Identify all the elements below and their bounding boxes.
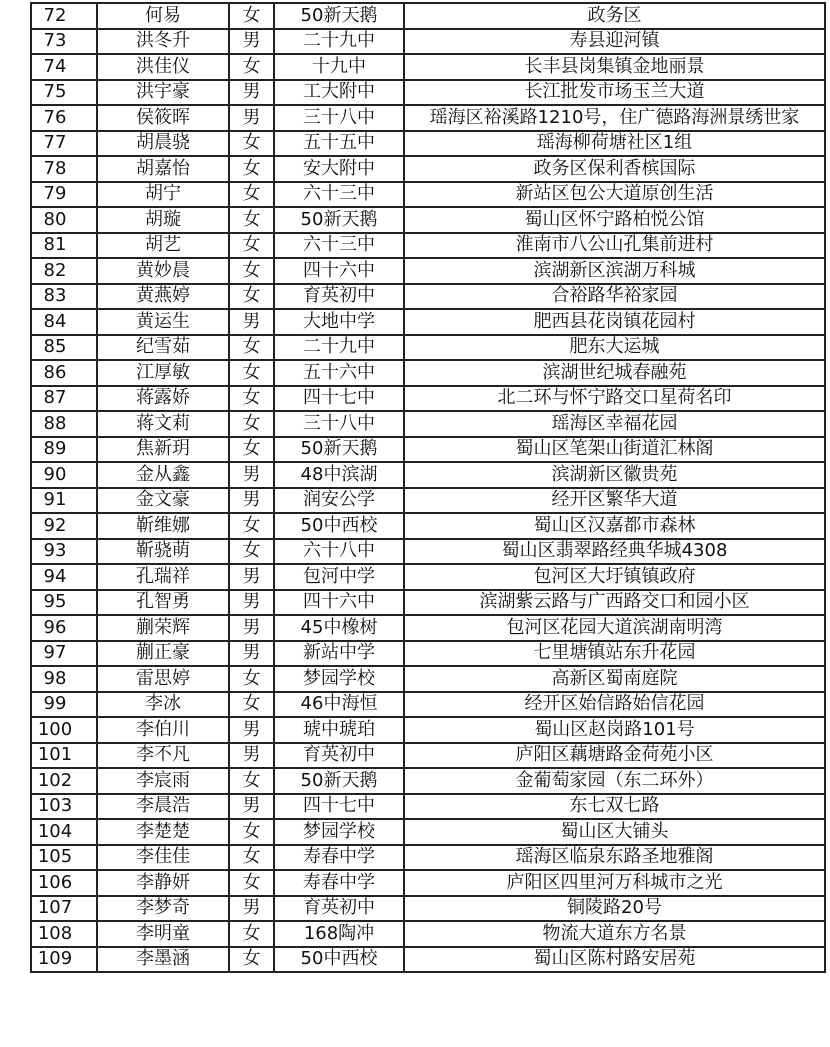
student-name: 孔智勇: [97, 590, 229, 616]
row-number: 108: [31, 921, 97, 947]
student-school: 五十六中: [274, 360, 404, 386]
student-gender: 男: [229, 488, 274, 514]
student-school: 六十八中: [274, 539, 404, 565]
student-address: 包河区大圩镇镇政府: [404, 564, 825, 590]
student-school: 四十六中: [274, 258, 404, 284]
table-row: [31, 360, 825, 386]
table-row: [31, 182, 825, 208]
roster-body: [31, 3, 825, 972]
student-name: 李宸雨: [97, 768, 229, 794]
table-row: [31, 947, 825, 973]
row-number: 78: [31, 156, 97, 182]
row-number: 99: [31, 692, 97, 718]
student-gender: 女: [229, 437, 274, 463]
row-number: 83: [31, 284, 97, 310]
student-gender: 男: [229, 105, 274, 131]
student-school: 包河中学: [274, 564, 404, 590]
student-name: 蒋文莉: [97, 411, 229, 437]
student-address: 蜀山区翡翠路经典华城4308: [404, 539, 825, 565]
student-name: 胡璇: [97, 207, 229, 233]
student-school: 四十七中: [274, 386, 404, 412]
table-row: [31, 54, 825, 80]
row-number: 81: [31, 233, 97, 259]
table-row: [31, 743, 825, 769]
table-row: [31, 29, 825, 55]
row-number: 89: [31, 437, 97, 463]
row-number: 92: [31, 513, 97, 539]
student-school: 三十八中: [274, 411, 404, 437]
student-school: 寿春中学: [274, 845, 404, 871]
table-row: [31, 284, 825, 310]
student-name: 靳维娜: [97, 513, 229, 539]
student-address: 淮南市八公山孔集前进村: [404, 233, 825, 259]
student-school: 168陶冲: [274, 921, 404, 947]
row-number: 76: [31, 105, 97, 131]
student-gender: 女: [229, 845, 274, 871]
student-school: 48中滨湖: [274, 462, 404, 488]
student-school: 育英初中: [274, 284, 404, 310]
student-name: 何易: [97, 3, 229, 29]
student-address: 蜀山区陈村路安居苑: [404, 947, 825, 973]
student-school: 大地中学: [274, 309, 404, 335]
row-number: 97: [31, 641, 97, 667]
student-address: 瑶海区幸福花园: [404, 411, 825, 437]
table-row: [31, 80, 825, 106]
student-name: 雷思婷: [97, 666, 229, 692]
student-gender: 女: [229, 666, 274, 692]
student-school: 育英初中: [274, 743, 404, 769]
student-name: 蒯正豪: [97, 641, 229, 667]
student-name: 江厚敏: [97, 360, 229, 386]
student-name: 李不凡: [97, 743, 229, 769]
row-number: 90: [31, 462, 97, 488]
row-number: 101: [31, 743, 97, 769]
student-gender: 女: [229, 692, 274, 718]
student-school: 工大附中: [274, 80, 404, 106]
student-school: 50新天鹅: [274, 207, 404, 233]
row-number: 84: [31, 309, 97, 335]
row-number: 109: [31, 947, 97, 973]
student-gender: 男: [229, 794, 274, 820]
student-gender: 女: [229, 768, 274, 794]
row-number: 85: [31, 335, 97, 361]
student-name: 李晨浩: [97, 794, 229, 820]
student-address: 蜀山区怀宁路柏悦公馆: [404, 207, 825, 233]
student-address: 滨湖紫云路与广西路交口和园小区: [404, 590, 825, 616]
student-name: 焦新玥: [97, 437, 229, 463]
student-gender: 女: [229, 54, 274, 80]
table-row: [31, 768, 825, 794]
table-row: [31, 794, 825, 820]
student-address: 物流大道东方名景: [404, 921, 825, 947]
student-gender: 男: [229, 564, 274, 590]
table-row: [31, 233, 825, 259]
student-address: 庐阳区四里河万科城市之光: [404, 870, 825, 896]
student-address: 包河区花园大道滨湖南明湾: [404, 615, 825, 641]
student-name: 李佳佳: [97, 845, 229, 871]
table-row: [31, 692, 825, 718]
student-name: 洪冬升: [97, 29, 229, 55]
student-name: 纪雪茹: [97, 335, 229, 361]
table-row: [31, 156, 825, 182]
student-address: 蜀山区汉嘉都市森林: [404, 513, 825, 539]
student-name: 李梦奇: [97, 896, 229, 922]
student-school: 梦园学校: [274, 819, 404, 845]
student-gender: 女: [229, 284, 274, 310]
student-name: 胡艺: [97, 233, 229, 259]
student-name: 李伯川: [97, 717, 229, 743]
student-school: 46中海恒: [274, 692, 404, 718]
row-number: 74: [31, 54, 97, 80]
student-name: 黄燕婷: [97, 284, 229, 310]
student-school: 50中西校: [274, 947, 404, 973]
student-roster-table: [30, 2, 826, 973]
student-address: 长江批发市场玉兰大道: [404, 80, 825, 106]
table-row: [31, 641, 825, 667]
student-gender: 男: [229, 309, 274, 335]
student-school: 三十八中: [274, 105, 404, 131]
student-address: 经开区繁华大道: [404, 488, 825, 514]
row-number: 72: [31, 3, 97, 29]
student-school: 四十七中: [274, 794, 404, 820]
student-name: 金从鑫: [97, 462, 229, 488]
student-address: 肥东大运城: [404, 335, 825, 361]
student-school: 四十六中: [274, 590, 404, 616]
student-address: 长丰县岗集镇金地丽景: [404, 54, 825, 80]
student-address: 高新区蜀南庭院: [404, 666, 825, 692]
table-row: [31, 539, 825, 565]
student-school: 寿春中学: [274, 870, 404, 896]
student-name: 孔瑞祥: [97, 564, 229, 590]
student-school: 琥中琥珀: [274, 717, 404, 743]
student-gender: 女: [229, 947, 274, 973]
row-number: 86: [31, 360, 97, 386]
student-school: 育英初中: [274, 896, 404, 922]
table-row: [31, 3, 825, 29]
student-name: 李明童: [97, 921, 229, 947]
student-address: 政务区: [404, 3, 825, 29]
table-row: [31, 207, 825, 233]
row-number: 88: [31, 411, 97, 437]
row-number: 79: [31, 182, 97, 208]
row-number: 80: [31, 207, 97, 233]
student-name: 蒋露娇: [97, 386, 229, 412]
student-gender: 女: [229, 386, 274, 412]
student-gender: 男: [229, 590, 274, 616]
row-number: 95: [31, 590, 97, 616]
student-address: 七里塘镇站东升花园: [404, 641, 825, 667]
table-row: [31, 437, 825, 463]
student-gender: 女: [229, 539, 274, 565]
table-row: [31, 335, 825, 361]
student-gender: 女: [229, 131, 274, 157]
student-address: 寿县迎河镇: [404, 29, 825, 55]
student-school: 50中西校: [274, 513, 404, 539]
student-school: 二十九中: [274, 29, 404, 55]
table-row: [31, 462, 825, 488]
student-school: 二十九中: [274, 335, 404, 361]
table-row: [31, 615, 825, 641]
student-name: 蒯荣辉: [97, 615, 229, 641]
student-gender: 女: [229, 513, 274, 539]
table-row: [31, 896, 825, 922]
row-number: 107: [31, 896, 97, 922]
row-number: 94: [31, 564, 97, 590]
student-gender: 男: [229, 641, 274, 667]
row-number: 73: [31, 29, 97, 55]
student-address: 滨湖新区徽贵苑: [404, 462, 825, 488]
student-gender: 男: [229, 743, 274, 769]
student-address: 铜陵路20号: [404, 896, 825, 922]
student-name: 胡宁: [97, 182, 229, 208]
student-address: 蜀山区赵岗路101号: [404, 717, 825, 743]
student-address: 政务区保利香槟国际: [404, 156, 825, 182]
student-school: 十九中: [274, 54, 404, 80]
row-number: 106: [31, 870, 97, 896]
row-number: 82: [31, 258, 97, 284]
table-row: [31, 717, 825, 743]
student-address: 瑶海柳荷塘社区1组: [404, 131, 825, 157]
row-number: 87: [31, 386, 97, 412]
table-row: [31, 105, 825, 131]
student-name: 洪佳仪: [97, 54, 229, 80]
row-number: 105: [31, 845, 97, 871]
student-address: 新站区包公大道原创生活: [404, 182, 825, 208]
student-school: 50新天鹅: [274, 437, 404, 463]
student-address: 滨湖新区滨湖万科城: [404, 258, 825, 284]
student-school: 安大附中: [274, 156, 404, 182]
student-gender: 女: [229, 182, 274, 208]
student-gender: 女: [229, 360, 274, 386]
student-name: 胡晨骁: [97, 131, 229, 157]
table-row: [31, 411, 825, 437]
student-name: 靳骁萌: [97, 539, 229, 565]
table-row: [31, 870, 825, 896]
student-name: 李楚楚: [97, 819, 229, 845]
student-gender: 女: [229, 870, 274, 896]
student-school: 五十五中: [274, 131, 404, 157]
student-address: 金葡萄家园（东二环外）: [404, 768, 825, 794]
student-gender: 女: [229, 411, 274, 437]
student-address: 庐阳区藕塘路金荷苑小区: [404, 743, 825, 769]
row-number: 96: [31, 615, 97, 641]
student-school: 梦园学校: [274, 666, 404, 692]
table-row: [31, 513, 825, 539]
student-address: 北二环与怀宁路交口星荷名印: [404, 386, 825, 412]
table-row: [31, 666, 825, 692]
student-gender: 女: [229, 335, 274, 361]
student-address: 瑶海区裕溪路1210号，住广德路海洲景绣世家: [404, 105, 825, 131]
row-number: 91: [31, 488, 97, 514]
student-gender: 女: [229, 3, 274, 29]
student-gender: 女: [229, 819, 274, 845]
row-number: 98: [31, 666, 97, 692]
student-gender: 女: [229, 921, 274, 947]
table-row: [31, 564, 825, 590]
student-gender: 女: [229, 156, 274, 182]
student-gender: 男: [229, 462, 274, 488]
row-number: 102: [31, 768, 97, 794]
student-name: 黄运生: [97, 309, 229, 335]
student-gender: 男: [229, 717, 274, 743]
student-address: 滨湖世纪城春融苑: [404, 360, 825, 386]
student-school: 六十三中: [274, 233, 404, 259]
student-address: 经开区始信路始信花园: [404, 692, 825, 718]
student-address: 东七双七路: [404, 794, 825, 820]
table-row: [31, 845, 825, 871]
student-gender: 男: [229, 80, 274, 106]
row-number: 93: [31, 539, 97, 565]
student-name: 李冰: [97, 692, 229, 718]
student-address: 蜀山区笔架山街道汇林阁: [404, 437, 825, 463]
student-school: 50新天鹅: [274, 3, 404, 29]
student-address: 瑶海区临泉东路圣地雅阁: [404, 845, 825, 871]
student-school: 45中橡树: [274, 615, 404, 641]
table-row: [31, 488, 825, 514]
student-name: 李墨涵: [97, 947, 229, 973]
table-row: [31, 309, 825, 335]
student-gender: 女: [229, 258, 274, 284]
student-address: 合裕路华裕家园: [404, 284, 825, 310]
table-row: [31, 819, 825, 845]
student-school: 50新天鹅: [274, 768, 404, 794]
table-row: [31, 131, 825, 157]
student-gender: 男: [229, 896, 274, 922]
row-number: 77: [31, 131, 97, 157]
row-number: 103: [31, 794, 97, 820]
student-gender: 女: [229, 233, 274, 259]
student-name: 胡嘉怡: [97, 156, 229, 182]
table-row: [31, 921, 825, 947]
student-name: 金文豪: [97, 488, 229, 514]
student-roster-sheet: [30, 2, 824, 973]
student-school: 新站中学: [274, 641, 404, 667]
student-gender: 男: [229, 615, 274, 641]
student-address: 肥西县花岗镇花园村: [404, 309, 825, 335]
table-row: [31, 258, 825, 284]
student-school: 润安公学: [274, 488, 404, 514]
row-number: 75: [31, 80, 97, 106]
student-name: 李静妍: [97, 870, 229, 896]
student-name: 侯筱晖: [97, 105, 229, 131]
student-gender: 女: [229, 207, 274, 233]
student-name: 洪宇豪: [97, 80, 229, 106]
table-row: [31, 590, 825, 616]
student-address: 蜀山区大铺头: [404, 819, 825, 845]
student-gender: 男: [229, 29, 274, 55]
row-number: 100: [31, 717, 97, 743]
student-name: 黄妙晨: [97, 258, 229, 284]
table-row: [31, 386, 825, 412]
row-number: 104: [31, 819, 97, 845]
student-school: 六十三中: [274, 182, 404, 208]
